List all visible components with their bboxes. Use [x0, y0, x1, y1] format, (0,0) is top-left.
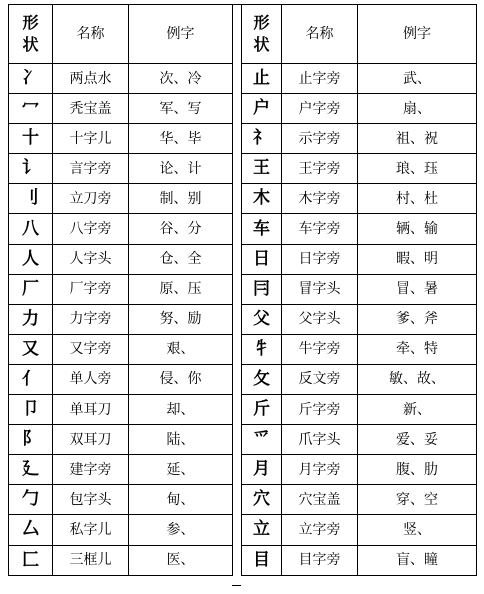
example-chars: 琅、珏: [358, 154, 477, 184]
radical-glyph: 厶: [9, 515, 53, 545]
example-chars: 陆、: [129, 425, 233, 455]
radical-name: 私字儿: [53, 515, 129, 545]
example-chars: 穿、空: [358, 485, 477, 515]
example-chars: 努、励: [129, 304, 233, 334]
example-chars: 扇、: [358, 94, 477, 124]
example-chars: 论、计: [129, 154, 233, 184]
table-row: [9, 184, 233, 214]
radical-glyph: 冖: [9, 94, 53, 124]
table-header-row: [9, 5, 233, 64]
radical-name: 两点水: [53, 64, 129, 94]
table-row: [242, 154, 477, 184]
table-row: [242, 455, 477, 485]
radical-glyph: 阝: [9, 425, 53, 455]
table-row: [9, 364, 233, 394]
table-row: [242, 395, 477, 425]
header-shape-char-1: 形: [253, 13, 270, 33]
example-chars: 盲、瞳: [358, 545, 477, 575]
radical-name: 月字旁: [282, 455, 358, 485]
radical-name: 言字旁: [53, 154, 129, 184]
header-example: 例字: [358, 5, 477, 64]
radical-name: 木字旁: [282, 184, 358, 214]
table-row: [9, 274, 233, 304]
table-row: [242, 244, 477, 274]
radical-name: 单人旁: [53, 364, 129, 394]
header-name: 名称: [282, 5, 358, 64]
example-chars: 冒、暑: [358, 274, 477, 304]
radical-glyph: 冫: [9, 64, 53, 94]
table-row: [242, 485, 477, 515]
radical-glyph: 目: [242, 545, 282, 575]
radical-name: 又字旁: [53, 334, 129, 364]
table-row: [9, 304, 233, 334]
table-row: [9, 425, 233, 455]
radical-name: 王字旁: [282, 154, 358, 184]
radical-name: 冒字头: [282, 274, 358, 304]
table-body-left: [9, 5, 233, 576]
radical-glyph: 亻: [9, 364, 53, 394]
radical-name: 力字旁: [53, 304, 129, 334]
radical-name: 反文旁: [282, 364, 358, 394]
table-row: [242, 184, 477, 214]
radical-glyph: 牜: [242, 334, 282, 364]
example-chars: 艰、: [129, 334, 233, 364]
radicals-table-frame: [8, 4, 476, 586]
table-row: [9, 154, 233, 184]
radical-glyph: 攵: [242, 364, 282, 394]
example-chars: 爹、斧: [358, 304, 477, 334]
radical-glyph: 八: [9, 214, 53, 244]
radical-glyph: 立: [242, 515, 282, 545]
table-header-row: [242, 5, 477, 64]
radical-glyph: 爫: [242, 425, 282, 455]
example-chars: 辆、输: [358, 214, 477, 244]
radical-glyph: 十: [9, 124, 53, 154]
radical-glyph: 刂: [9, 184, 53, 214]
radical-name: 人字头: [53, 244, 129, 274]
example-chars: 甸、: [129, 485, 233, 515]
radical-name: 单耳刀: [53, 395, 129, 425]
radical-glyph: 户: [242, 94, 282, 124]
table-row: [9, 124, 233, 154]
header-name: 名称: [53, 5, 129, 64]
radical-glyph: 父: [242, 304, 282, 334]
example-chars: 延、: [129, 455, 233, 485]
example-chars: 牵、特: [358, 334, 477, 364]
radical-name: 建字旁: [53, 455, 129, 485]
radical-glyph: 卩: [9, 395, 53, 425]
radical-name: 目字旁: [282, 545, 358, 575]
radical-glyph: 力: [9, 304, 53, 334]
example-chars: 医、: [129, 545, 233, 575]
radical-name: 立刀旁: [53, 184, 129, 214]
example-chars: 原、压: [129, 274, 233, 304]
table-row: [242, 274, 477, 304]
radical-glyph: 车: [242, 214, 282, 244]
column-divider: [232, 4, 241, 586]
radical-name: 厂字旁: [53, 274, 129, 304]
example-chars: 军、写: [129, 94, 233, 124]
example-chars: 谷、分: [129, 214, 233, 244]
table-row: [9, 395, 233, 425]
example-chars: 武、: [358, 64, 477, 94]
radical-glyph: 王: [242, 154, 282, 184]
example-chars: 华、毕: [129, 124, 233, 154]
radical-name: 车字旁: [282, 214, 358, 244]
example-chars: 仓、全: [129, 244, 233, 274]
example-chars: 参、: [129, 515, 233, 545]
radical-name: 三框儿: [53, 545, 129, 575]
table-row: [9, 455, 233, 485]
table-row: [9, 214, 233, 244]
example-chars: 次、冷: [129, 64, 233, 94]
table-row: [242, 64, 477, 94]
table-row: [9, 94, 233, 124]
example-chars: 祖、祝: [358, 124, 477, 154]
radical-name: 示字旁: [282, 124, 358, 154]
table-row: [9, 64, 233, 94]
table-row: [242, 545, 477, 575]
example-chars: 敏、故、: [358, 364, 477, 394]
example-chars: 暇、明: [358, 244, 477, 274]
table-row: [242, 214, 477, 244]
header-shape-char-1: 形: [22, 13, 39, 33]
radical-name: 秃宝盖: [53, 94, 129, 124]
radicals-table-right: [241, 4, 477, 576]
radical-glyph: 礻: [242, 124, 282, 154]
radical-name: 穴宝盖: [282, 485, 358, 515]
radical-glyph: 廴: [9, 455, 53, 485]
radical-glyph: 冃: [242, 274, 282, 304]
example-chars: 侵、你: [129, 364, 233, 394]
table-row: [242, 515, 477, 545]
radical-glyph: 厂: [9, 274, 53, 304]
example-chars: 爱、妥: [358, 425, 477, 455]
radical-glyph: 月: [242, 455, 282, 485]
radical-glyph: 匚: [9, 545, 53, 575]
example-chars: 制、别: [129, 184, 233, 214]
table-row: [242, 304, 477, 334]
radical-glyph: 止: [242, 64, 282, 94]
radical-glyph: 又: [9, 334, 53, 364]
example-chars: 腹、肋: [358, 455, 477, 485]
radical-name: 双耳刀: [53, 425, 129, 455]
radicals-table-left: [8, 4, 233, 576]
radical-name: 父字头: [282, 304, 358, 334]
table-row: [242, 334, 477, 364]
table-row: [242, 364, 477, 394]
radical-name: 日字旁: [282, 244, 358, 274]
radical-glyph: 日: [242, 244, 282, 274]
radical-name: 牛字旁: [282, 334, 358, 364]
header-example: 例字: [129, 5, 233, 64]
table-row: [9, 244, 233, 274]
table-row: [242, 124, 477, 154]
table-row: [9, 545, 233, 575]
radical-glyph: 穴: [242, 485, 282, 515]
radical-glyph: 木: [242, 184, 282, 214]
radical-glyph: 讠: [9, 154, 53, 184]
header-shape: [9, 5, 53, 64]
table-row: [242, 425, 477, 455]
example-chars: 新、: [358, 395, 477, 425]
header-shape-char-2: 状: [22, 35, 39, 54]
table-row: [9, 334, 233, 364]
header-shape-char-2: 状: [253, 35, 270, 54]
example-chars: 却、: [129, 395, 233, 425]
radical-name: 八字旁: [53, 214, 129, 244]
example-chars: 竖、: [358, 515, 477, 545]
radical-name: 包字头: [53, 485, 129, 515]
table-row: [9, 485, 233, 515]
example-chars: 村、杜: [358, 184, 477, 214]
table-row: [9, 515, 233, 545]
radical-glyph: 斤: [242, 395, 282, 425]
table-row: [242, 94, 477, 124]
radical-glyph: 人: [9, 244, 53, 274]
radical-name: 户字旁: [282, 94, 358, 124]
header-shape: [242, 5, 282, 64]
radical-name: 斤字旁: [282, 395, 358, 425]
radical-name: 止字旁: [282, 64, 358, 94]
radical-name: 立字旁: [282, 515, 358, 545]
table-body-right: [242, 5, 477, 576]
radical-name: 爪字头: [282, 425, 358, 455]
radical-name: 十字儿: [53, 124, 129, 154]
radical-glyph: 勹: [9, 485, 53, 515]
